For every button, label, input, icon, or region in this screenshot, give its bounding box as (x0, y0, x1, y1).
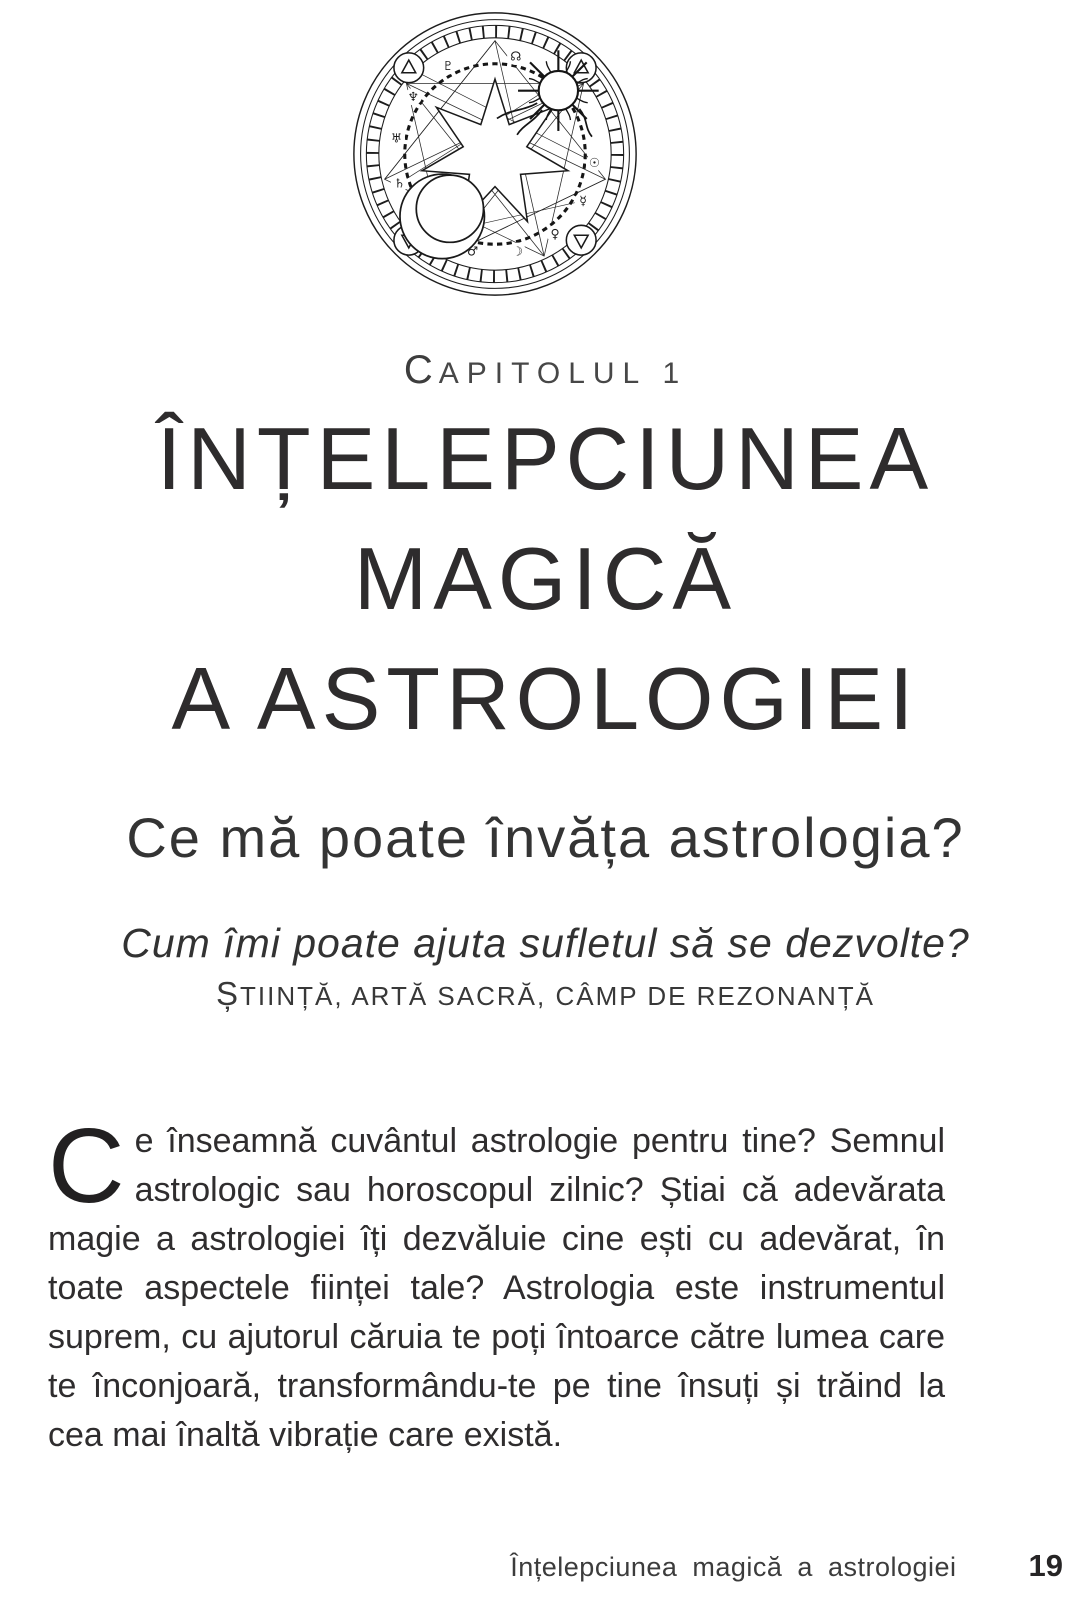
chapter-label-rest: APITOLUL 1 (438, 357, 688, 390)
dropcap: C (48, 1107, 125, 1225)
page-number: 19 (1028, 1548, 1063, 1583)
chapter-keywords (0, 975, 1091, 1013)
body-paragraph (48, 1107, 945, 1460)
uranus-icon: ♅ (390, 130, 403, 146)
chapter-title-line-1: ÎNȚELEPCIUNEA (156, 409, 935, 508)
chapter-label-initial: C (403, 348, 439, 392)
chapter-keywords-initial: Ș (215, 975, 240, 1012)
venus-icon: ♀ (550, 226, 560, 242)
magic-circle-icon (351, 10, 639, 298)
chapter-title (0, 399, 1091, 759)
chapter-question: Cum îmi poate ajuta sufletul să se dezvolte? (121, 920, 970, 966)
chapter-title-line-2: MAGICĂ (353, 529, 738, 628)
mercury-icon: ☿ (579, 193, 587, 209)
mars-icon: ♂ (466, 243, 479, 259)
pluto-icon: ♇ (442, 58, 454, 74)
neptune-icon: ♆ (407, 89, 419, 105)
page-footer (0, 1548, 1063, 1584)
saturn-icon: ♄ (393, 175, 406, 191)
crescent-moon-icon (400, 174, 484, 258)
chapter-subtitle: Ce mă poate învăța astrologia? (126, 806, 965, 869)
running-title: Înțelepciunea magică a astrologiei (510, 1552, 957, 1582)
moon-symbol-icon: ☽ (511, 243, 524, 259)
chapter-title-line-3: A ASTROLOGIEI (171, 649, 920, 748)
magic-circle-illustration (351, 10, 639, 298)
north-node-icon: ☊ (510, 48, 522, 64)
sun-symbol-icon: ☉ (588, 155, 601, 171)
chapter-keywords-rest: TIINȚĂ, ARTĂ SACRĂ, CÂMP DE REZONANȚĂ (239, 981, 876, 1011)
paragraph-text: e înseamnă cuvântul astrologie pentru tine? Semnul astrologic sau horoscopul zilnic? Știai că adevărata magie a astrologiei îți dezvăluie cine ești cu adevărat, în toate aspectele ființei tale? Astrologia este instrumentul suprem, cu ajutorul căruia te poți întoarce către lumea care te înconjoară, transformându-te pe tine însuți și trăind la cea mai înaltă vibrație care există. (48, 1122, 945, 1454)
chapter-label (0, 348, 1091, 393)
